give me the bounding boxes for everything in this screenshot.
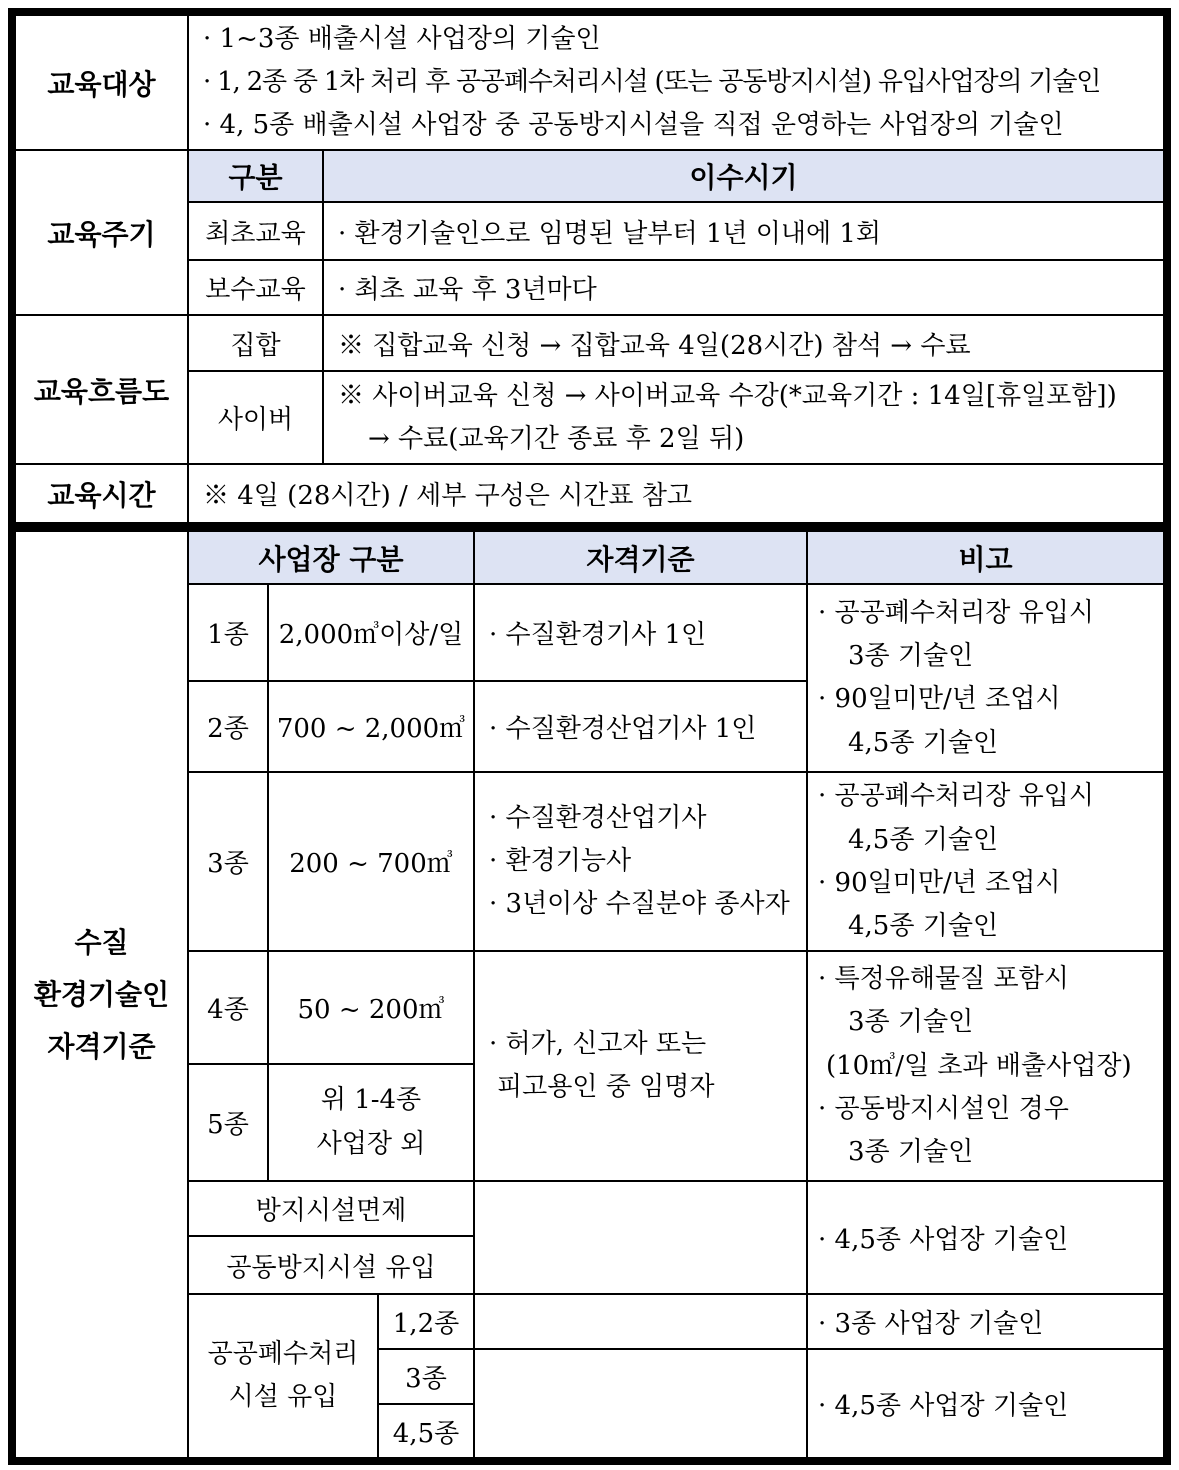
cycle-timing-first: · 환경기술인으로 임명된 날부터 1년 이내에 1회: [323, 202, 1164, 260]
header-business-type: 사업장 구분: [188, 531, 474, 584]
row-public-12: [15, 1294, 1164, 1349]
flow-desc-cyber: [323, 371, 1164, 464]
flow-type-cyber: 사이버: [188, 371, 323, 464]
cycle-header-timing: 이수시기: [323, 150, 1164, 202]
grade2-cell: 2종: [188, 681, 268, 772]
cycle-header-type: 구분: [188, 150, 323, 202]
cycle-type-first: 최초교육: [188, 202, 323, 260]
row-refresher-education: [15, 260, 1164, 315]
exemption-cell: 방지시설면제: [188, 1181, 474, 1236]
public-sub3: 3종: [378, 1349, 474, 1404]
header-criteria: 자격기준: [474, 531, 807, 584]
grade1-capacity: 2,000㎥이상/일: [268, 584, 474, 681]
grade4-cell: 4종: [188, 951, 268, 1064]
row-grade3: [15, 772, 1164, 951]
flow-type-offline: 집합: [188, 315, 323, 371]
row-exemption: [15, 1181, 1164, 1236]
row-flow-cyber: [15, 371, 1164, 464]
cycle-type-refresher: 보수교육: [188, 260, 323, 315]
row-edu-cycle-header: [15, 150, 1164, 202]
criteria-grade4-5: · 허가, 신고자 또는 피고용인 중 임명자: [474, 951, 807, 1181]
flow-desc-cyber-line1: ※ 사이버교육 신청 → 사이버교육 수강(*교육기간 : 14일[휴일포함]): [338, 380, 1117, 411]
edu-flow-label: 교육흐름도: [15, 315, 188, 464]
row-edu-target: [15, 15, 1164, 150]
note-grade4-5: · 특정유해물질 포함시 3종 기술인 (10㎥/일 초과 배출사업장) · 공동방지시설인 경우 3종 기술인: [807, 951, 1164, 1181]
edu-target-content: [188, 15, 1164, 150]
row-qualification-header: [15, 531, 1164, 584]
note-public-345: · 4,5종 사업장 기술인: [807, 1349, 1164, 1458]
grade1-cell: 1종: [188, 584, 268, 681]
note-public-12: · 3종 사업장 기술인: [807, 1294, 1164, 1349]
criteria-public-345: [474, 1349, 807, 1458]
row-first-education: [15, 202, 1164, 260]
row-flow-offline: [15, 315, 1164, 371]
grade2-capacity: 700 ~ 2,000㎥: [268, 681, 474, 772]
public-treatment-label: 공공폐수처리 시설 유입: [188, 1294, 378, 1458]
row-grade1: [15, 584, 1164, 681]
grade4-capacity: 50 ~ 200㎥: [268, 951, 474, 1064]
public-sub12: 1,2종: [378, 1294, 474, 1349]
flow-desc-cyber-line2: → 수료(교육기간 종료 후 2일 뒤): [368, 423, 745, 454]
edu-time-content: ※ 4일 (28시간) / 세부 구성은 시간표 참고: [188, 464, 1164, 523]
row-grade4: [15, 951, 1164, 1064]
education-info-table: [8, 8, 1171, 1465]
edu-target-item: · 4, 5종 배출시설 사업장 중 공동방지시설을 직접 운영하는 사업장의 기술인: [203, 110, 1064, 141]
grade3-cell: 3종: [188, 772, 268, 951]
note-grade3: · 공공폐수처리장 유입시 4,5종 기술인 · 90일미만/년 조업시 4,5종 기술인: [807, 772, 1164, 951]
education-overview-table: [14, 14, 1165, 524]
qualification-table: [14, 530, 1165, 1459]
header-note: 비고: [807, 531, 1164, 584]
edu-target-item: · 1, 2종 중 1차 처리 후 공공폐수처리시설 (또는 공동방지시설) 유입사업장의 기술인: [203, 67, 1101, 98]
qualification-label: 수질 환경기술인 자격기준: [15, 531, 188, 1458]
edu-time-label: 교육시간: [15, 464, 188, 523]
cycle-timing-refresher: · 최초 교육 후 3년마다: [323, 260, 1164, 315]
grade2-criteria: · 수질환경산업기사 1인: [474, 681, 807, 772]
note-exemption-joint: · 4,5종 사업장 기술인: [807, 1181, 1164, 1294]
grade3-capacity: 200 ~ 700㎥: [268, 772, 474, 951]
grade5-capacity: 위 1-4종 사업장 외: [268, 1064, 474, 1181]
joint-inflow-cell: 공동방지시설 유입: [188, 1236, 474, 1294]
note-grade1-2: · 공공폐수처리장 유입시 3종 기술인 · 90일미만/년 조업시 4,5종 기술인: [807, 584, 1164, 772]
edu-target-item: · 1~3종 배출시설 사업장의 기술인: [203, 24, 601, 54]
criteria-public-12: [474, 1294, 807, 1349]
grade3-criteria: · 수질환경산업기사 · 환경기능사 · 3년이상 수질분야 종사자: [474, 772, 807, 951]
criteria-exemption-joint: [474, 1181, 807, 1294]
public-sub45: 4,5종: [378, 1404, 474, 1458]
edu-cycle-label: 교육주기: [15, 150, 188, 315]
row-edu-time: [15, 464, 1164, 523]
grade5-cell: 5종: [188, 1064, 268, 1181]
grade1-criteria: · 수질환경기사 1인: [474, 584, 807, 681]
flow-desc-offline: ※ 집합교육 신청 → 집합교육 4일(28시간) 참석 → 수료: [323, 315, 1164, 371]
edu-target-label: 교육대상: [15, 15, 188, 150]
